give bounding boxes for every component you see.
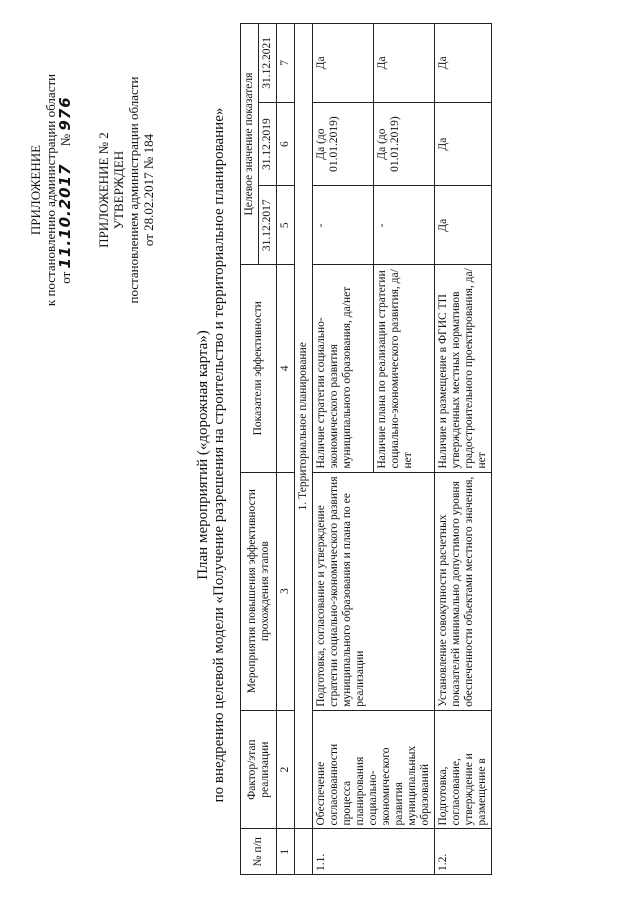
appendix-date-line <box>58 20 73 360</box>
row-value-2019: Да (до 01.01.2019) <box>313 102 374 186</box>
col-number: 6 <box>277 102 295 186</box>
row-factor: Обеспечение согласованности процесса планирования социально-экономического развития муниципальных образований <box>313 710 435 829</box>
header-2021: 31.12.2021 <box>259 24 277 103</box>
document-title-line2: по внедрению целевой модели «Получение разрешения на строительство и территориальное планирование» <box>211 107 227 803</box>
table-row <box>435 24 492 875</box>
header-target: Целевое значение показателя <box>241 24 259 265</box>
approved-label: УТВЕРЖДЕН <box>111 150 126 230</box>
appendix-header-1 <box>28 20 73 360</box>
row-value-2017: - <box>374 186 435 265</box>
document-title-line1: План мероприятий («дорожная карта») <box>195 330 211 580</box>
row-value-2021: Да <box>374 24 435 103</box>
row-value-2019: Да (до 01.01.2019) <box>374 102 435 186</box>
row-value-2019: Да <box>435 102 492 186</box>
column-number-row <box>277 24 295 875</box>
row-measures: Подготовка, согласование и утверждение стратегии социально-экономического развития муниципального образования и плана по ее реализации <box>313 472 435 710</box>
row-factor: Подготовка, согласование, утверждение и размещение в <box>435 710 492 829</box>
row-num: 1.1. <box>313 829 435 875</box>
row-indicator: Наличие плана по реализации стратегии социально-экономического развития, да/нет <box>374 265 435 472</box>
handwritten-number: 976 <box>56 96 74 131</box>
appendix-line: к постановлению администрации области <box>43 73 58 307</box>
row-measures: Установление совокупности расчетных показателей минимально допустимого уровня обеспеченности объектами местного значения, <box>435 472 492 710</box>
header-factor: Фактор/этап реализации <box>241 710 277 829</box>
col-number: 4 <box>277 265 295 472</box>
handwritten-date: 11.10.2017 <box>56 163 74 269</box>
approved-by: постановлением администрации области <box>126 76 141 304</box>
col-number: 7 <box>277 24 295 103</box>
row-value-2021: Да <box>313 24 374 103</box>
row-value-2017: Да <box>435 186 492 265</box>
header-2019: 31.12.2019 <box>259 102 277 186</box>
col-number: 5 <box>277 186 295 265</box>
section-title: 1. Территориальное планирование <box>295 24 313 830</box>
roadmap-table <box>240 23 492 875</box>
row-value-2021: Да <box>435 24 492 103</box>
header-2017: 31.12.2017 <box>259 186 277 265</box>
row-indicator: Наличие и размещение в ФГИС ТП утвержденных местных нормативов градостроительного проектирования, да/нет <box>435 265 492 472</box>
table-row <box>313 24 374 875</box>
header-measures: Мероприятия повышения эффективности прохождения этапов <box>241 472 277 710</box>
header-num: № п/п <box>241 829 277 875</box>
col-number: 2 <box>277 710 295 829</box>
row-num: 1.2. <box>435 829 492 875</box>
row-value-2017: - <box>313 186 374 265</box>
col-number: 1 <box>277 829 295 875</box>
appendix-title: ПРИЛОЖЕНИЕ <box>28 144 43 236</box>
row-indicator: Наличие стратегии социально-экономического развития муниципального образования, да/нет <box>313 265 374 472</box>
document-title <box>195 65 227 845</box>
col-number: 3 <box>277 472 295 710</box>
appendix-header-2 <box>96 20 156 360</box>
approved-date: от 28.02.2017 № 184 <box>141 133 156 247</box>
date-prefix: от <box>58 271 73 284</box>
section-row <box>295 24 313 875</box>
appendix2-title: ПРИЛОЖЕНИЕ № 2 <box>96 132 111 248</box>
header-indicators: Показатели эффективности <box>241 265 277 472</box>
number-prefix: № <box>58 133 73 147</box>
